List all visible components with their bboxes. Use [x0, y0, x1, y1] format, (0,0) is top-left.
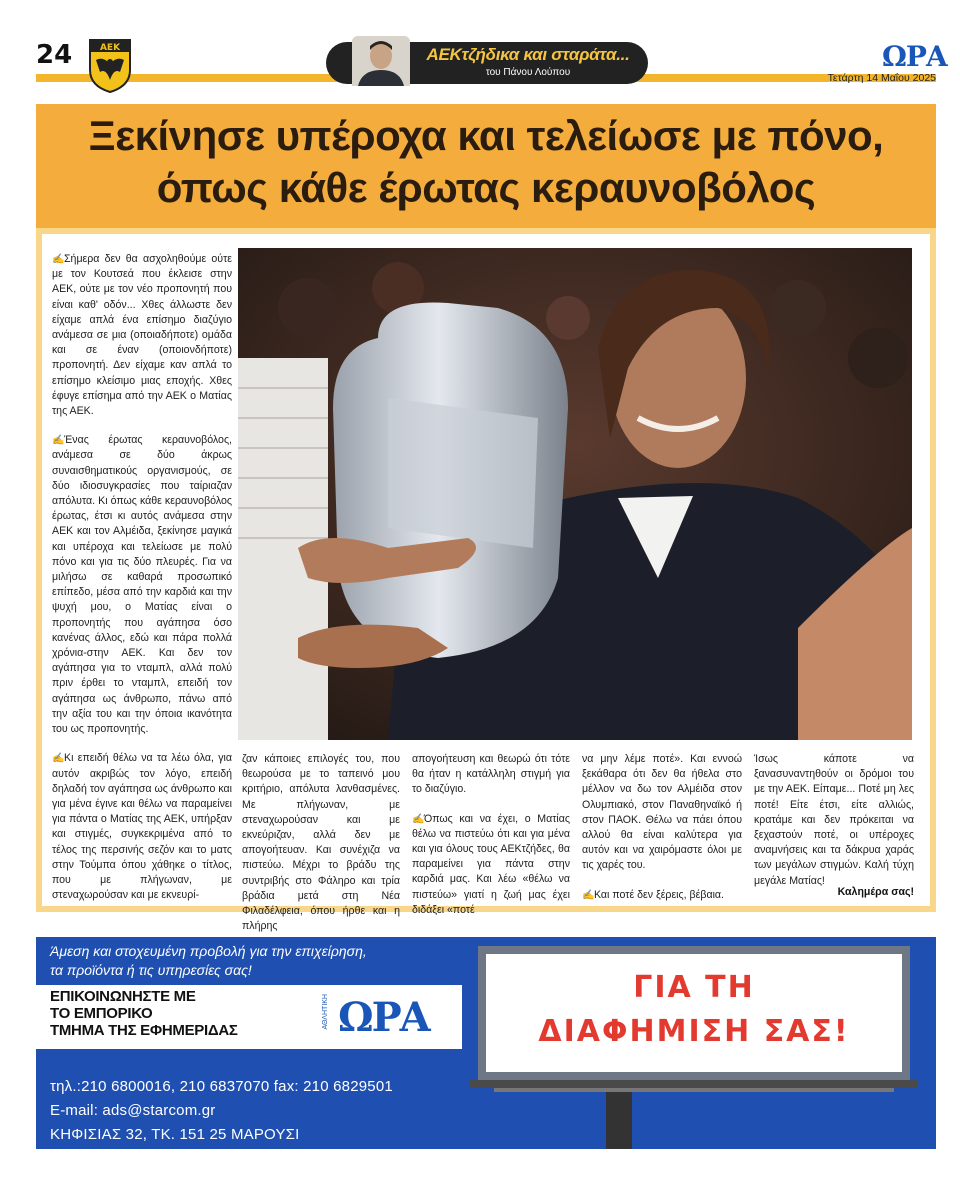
paragraph: ✍Ένας έρωτας κεραυνοβόλος, ανάμεσα σε δύο άκρως συναισθηματικούς οργανισμούς, σε δύο ιδιοσυγκρασίες που ταίριαζαν απόλυτα. Κι όπως κάθε κεραυνοβόλος έρωτας, έτσι κι αυτός ανάμεσα στην ΑΕΚ και τον Αλμέιδα, ξεκίνησε μαγικά και υπέροχα και τελείωσε με πολύ πόνο και για τις δύο πλευρές. Για να μιλήσω σε καθαρά προσωπικό επίπεδο, μέσα από την καρδιά και την ψυχή μου, ο Ματίας είναι ο προπονητής που αγάπησα όσο κανένας άλλος, εδώ και πάρα πολλά χρόνια-στην ΑΕΚ. Και δεν τον αγάπησα για το νταμπλ, αλλά πολύ πριν έρθει το νταμπλ, επειδή τον αγάπησα ως άνθρωπο, πάνω από την αξία του και την όποια ικανότητα του ως προπονητής.	[52, 434, 232, 736]
billboard-line: ΔΙΑΦΗΜΙΣΗ ΣΑΣ!	[538, 1014, 850, 1049]
paragraph: απογοήτευση και θεωρώ ότι τότε θα ήταν η κατάλληλη στιγμή για το διαζύγιο.	[412, 753, 570, 796]
page-number: 24	[36, 40, 73, 70]
headline-line-1: Ξεκίνησε υπέροχα και τελείωσε με πόνο,	[88, 112, 884, 159]
pen-nib-icon: ✍	[52, 753, 65, 765]
author-photo	[352, 36, 410, 86]
ad-email[interactable]: E-mail: ads@starcom.gr	[50, 1102, 216, 1119]
billboard-text	[486, 966, 902, 1054]
article-column-5	[754, 752, 914, 903]
billboard-line: ΓΙΑ ΤΗ	[633, 970, 755, 1005]
pen-nib-icon: ✍	[582, 889, 595, 901]
ad-contact-line: ΕΠΙΚΟΙΝΩΝΗΣΤΕ ΜΕ	[50, 988, 196, 1005]
billboard-walkway	[470, 1080, 918, 1088]
ad-contact-line: ΤΜΗΜΑ ΤΗΣ ΕΦΗΜΕΡΙΔΑΣ	[50, 1022, 238, 1039]
paragraph: ✍Και ποτέ δεν ξέρεις, βέβαια.	[582, 888, 742, 903]
ad-logo-small: ΑΘΛΗΤΙΚΗ	[322, 994, 329, 1030]
article-photo	[238, 248, 912, 740]
pen-nib-icon: ✍	[52, 254, 65, 265]
paragraph: ✍Όπως και να έχει, ο Ματίας θέλω να πιστεύω ότι και για μένα και για όλους τους ΑΕΚτζήδες, θα παραμείνει για πάντα στην καρδιά μας. Και λέω «θέλω να πιστεύω» γιατί η ζωή μας έχει διδάξει «ποτέ	[412, 812, 570, 916]
paragraph: ✍Σήμερα δεν θα ασχοληθούμε ούτε με τον Κουτσεά που έκλεισε στην ΑΕΚ, ούτε με τον νέο προπονητή που είναι καθ' οδόν... Χθες άλλωστε δεν είχαμε απλά ένα επίσημο διαζύγιο ανάμεσα σε μια (οποιαδήποτε) ομάδα και σε έναν (οποιονδήποτε) προπονητή. Δεν είχαμε καν απλά το επίσημο κλείσιμο μιας εποχής. Χθες έφυγε επίσημα από την ΑΕΚ ο Ματίας της ΑΕΚ.	[52, 253, 232, 418]
paragraph: ✍Κι επειδή θέλω να τα λέω όλα, για αυτόν ακριβώς τον λόγο, επειδή δηλαδή τον αγάπησα ως άνθρωπο και για μένα έγινε και θέλω να παραμείνει για πάντα ο Ματίας της ΑΕΚ, υπήρξαν και στιγμές, συγκεκριμένα από το τέλος της περσινής σεζόν και το ματς στην Τούμπα όπου χάθηκε ο τίτλος, που με πλήγωναν, με στεναχωρούσαν και με εκνευρί-	[52, 752, 232, 902]
billboard-rail	[494, 1088, 894, 1092]
ad-phone[interactable]: τηλ.:210 6800016, 210 6837070 fax: 210 6829501	[50, 1078, 393, 1095]
headline-line-2: όπως κάθε έρωτας κεραυνοβόλος	[156, 164, 816, 211]
paragraph: Ίσως κάποτε να ξανασυναντηθούν οι δρόμοι του με την ΑΕΚ. Είπαμε... Ποτέ μη λες ποτέ! Είτε έτσι, είτε αλλιώς, κρατάμε και δεν πρόκειται να ξεχαστούν ποτέ, οι υπέροχες αναμνήσεις και τα δάκρυα χαράς των μεγάλων στιγμών. Καλή τύχη μεγάλε Ματίας!	[754, 753, 914, 887]
ad-address: ΚΗΦΙΣΙΑΣ 32, ΤΚ. 151 25 ΜΑΡΟΥΣΙ	[50, 1126, 300, 1143]
aek-eagle-crest-icon	[86, 36, 134, 94]
pen-nib-icon: ✍	[52, 435, 65, 447]
billboard-pole	[606, 1092, 632, 1149]
article-column-3	[412, 752, 570, 932]
article-column-2	[242, 752, 400, 948]
pen-nib-icon: ✍	[412, 813, 425, 825]
headline	[36, 110, 936, 214]
paragraph: να μην λέμε ποτέ». Και εννοώ ξεκάθαρα ότι δεν θα ήθελα στο μέλλον να δω τον Αλμέιδα στον Ολυμπιακό, στον Παναθηναϊκό ή στον ΠΑΟΚ. Θέλω να πάει όπου αλλού θα είναι καλύτερα για αυτόν και να χαιρόμαστε όλοι με τις χαρές του.	[582, 753, 742, 872]
ad-contact-text	[50, 988, 310, 1039]
brand-logo: ΩΡΑ	[882, 40, 947, 73]
paragraph: ζαν κάποιες επιλογές του, που θεωρούσα με το ταπεινό μου κριτήριο, απόλυτα λανθασμένες. Με πλήγωναν, με στεναχωρούσαν και με εκνεύριζαν, αλλά δεν με απογοήτευαν. Και συνέχιζα να πιστεύω. Μέχρι το βράδυ της συντριβής στο Φάληρο και τρία βράδια μετά στη Νέα Φιλαδέλφεια, όπου ήρθε και η πλήρης	[242, 753, 400, 933]
svg-text:ΑΕΚ: ΑΕΚ	[99, 43, 121, 53]
ad-intro	[50, 942, 470, 980]
signoff: Καλημέρα σας!	[837, 886, 914, 898]
ad-intro-line: Άμεση και στοχευμένη προβολή για την επιχείρηση,	[50, 943, 367, 959]
ad-contact-line: ΤΟ ΕΜΠΟΡΙΚΟ	[50, 1005, 153, 1022]
column-author: του Πάνου Λούπου	[485, 67, 571, 78]
article-column-4	[582, 752, 742, 917]
issue-date: Τετάρτη 14 Μαΐου 2025	[827, 72, 936, 84]
article-column-1	[52, 252, 232, 917]
ad-logo: ΩΡΑ	[338, 994, 429, 1041]
column-title: ΑΕΚτζήδικα και σταράτα...	[426, 45, 630, 64]
ad-intro-line: τα προϊόντα ή τις υπηρεσίες σας!	[50, 962, 252, 978]
